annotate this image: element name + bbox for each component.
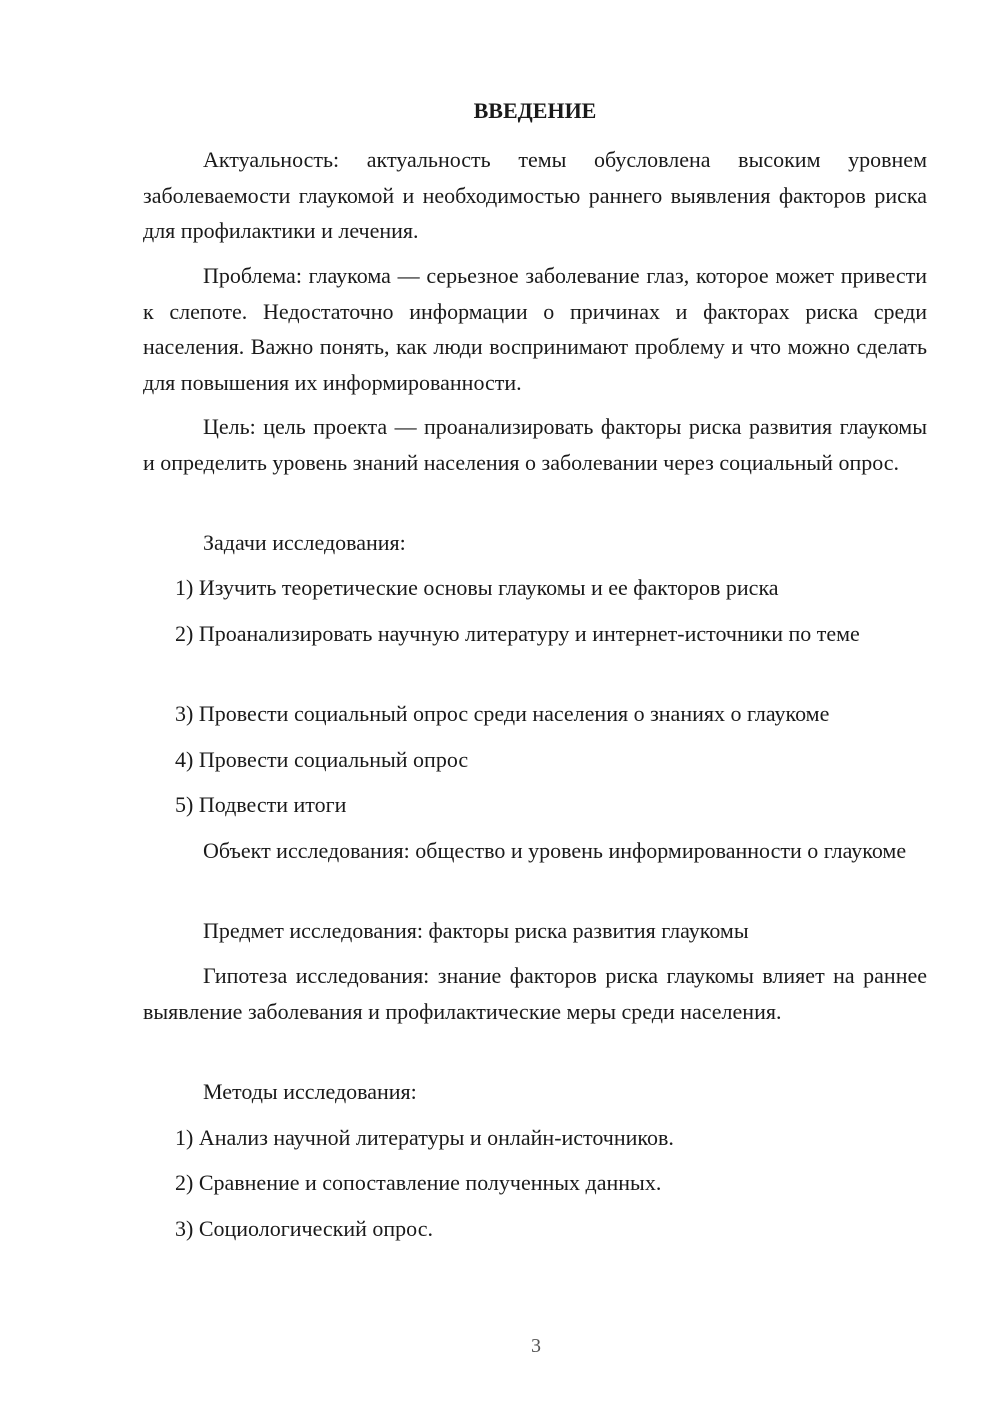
method-item-1: 1) Анализ научной литературы и онлайн-источников. — [175, 1125, 674, 1150]
relevance-paragraph: Актуальность: актуальность темы обусловлена высоким уровнем заболеваемости глаукомой и необходимостью раннего выявления факторов риска для профилактики и лечения. — [143, 147, 927, 243]
tasks-heading: Задачи исследования: — [203, 530, 406, 555]
object-paragraph: Объект исследования: общество и уровень информированности о глаукоме — [203, 838, 907, 863]
method-item-3: 3) Социологический опрос. — [175, 1216, 433, 1241]
problem-paragraph: Проблема: глаукома — серьезное заболевание глаз, которое может привести к слепоте. Недостаточно информации о причинах и факторах риска среди населения. Важно понять, как люди воспринимают проблему и что можно сделать для повышения их информированности. — [143, 263, 927, 395]
goal-paragraph: Цель: цель проекта — проанализировать факторы риска развития глаукомы и определить уровень знаний населения о заболевании через социальный опрос. — [143, 414, 927, 475]
method-item-2: 2) Сравнение и сопоставление полученных данных. — [175, 1170, 662, 1195]
page-title: ВВЕДЕНИЕ — [473, 98, 597, 123]
task-item-1: 1) Изучить теоретические основы глаукомы и ее факторов риска — [175, 575, 779, 600]
task-item-4: 4) Провести социальный опрос — [175, 747, 469, 772]
hypothesis-paragraph: Гипотеза исследования: знание факторов риска глаукомы влияет на раннее выявление заболевания и профилактические меры среди населения. — [143, 963, 927, 1024]
methods-heading: Методы исследования: — [203, 1079, 417, 1104]
task-item-3: 3) Провести социальный опрос среди населения о знаниях о глаукоме — [175, 701, 830, 726]
page-number: 3 — [531, 1335, 541, 1357]
task-item-2: 2) Проанализировать научную литературу и интернет-источники по теме — [175, 621, 860, 646]
subject-paragraph: Предмет исследования: факторы риска развития глаукомы — [203, 918, 749, 943]
task-item-5: 5) Подвести итоги — [175, 792, 347, 817]
